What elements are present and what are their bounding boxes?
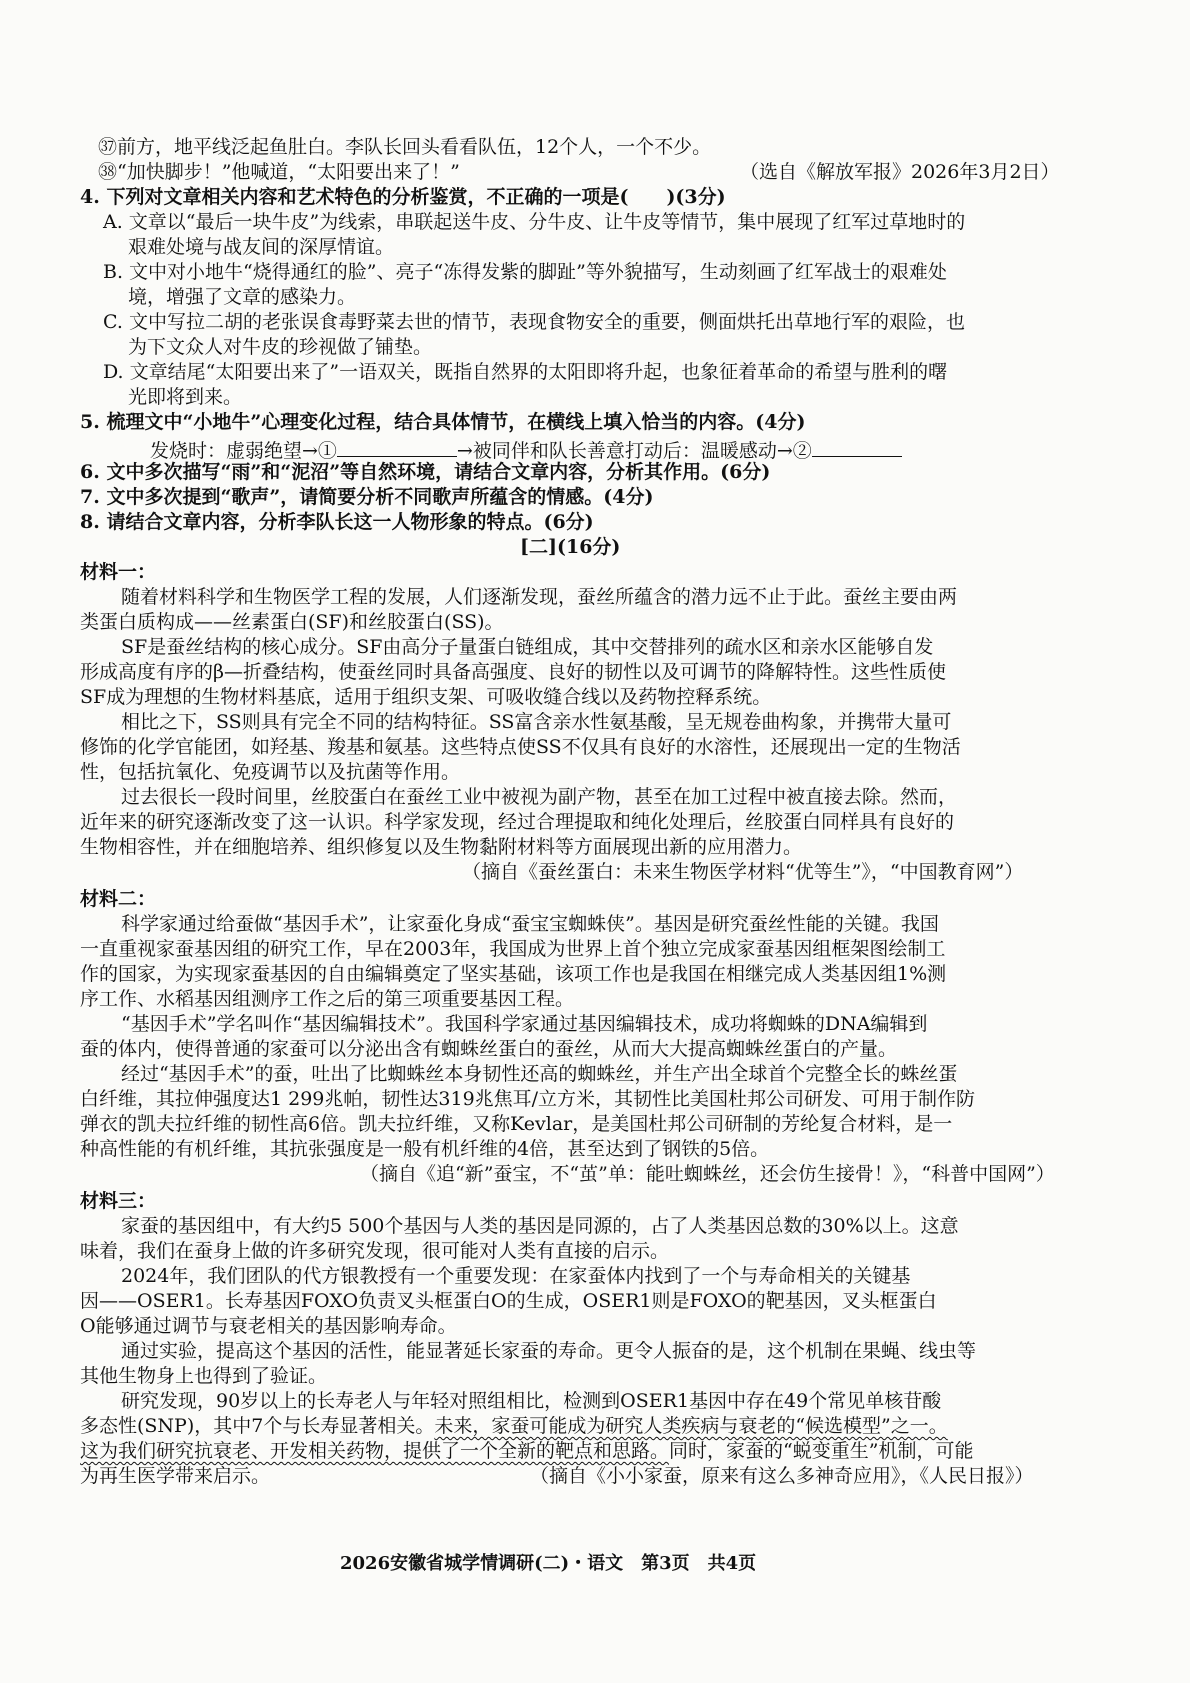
material-3-line: 味着，我们在蚕身上做的许多研究发现，很可能对人类有直接的启示。 [80, 1240, 670, 1262]
q4-option-b-line1: B. 文中对小地牛“烧得通红的脸”、亮子“冻得发紫的脚趾”等外貌描写，生动刻画了红军战士的艰难处 [103, 261, 947, 283]
material-2-source: （摘自《追“新”蚕宝，不“茧”单：能吐蜘蛛丝，还会仿生接骨！》，“科普中国网”） [360, 1163, 1055, 1185]
question-7: 7. 文中多次提到“歌声”，请简要分析不同歌声所蕴含的情感。(4分) [80, 486, 654, 508]
material-2-line: 经过“基因手术”的蚕，吐出了比蜘蛛丝本身韧性还高的蜘蛛丝，并生产出全球首个完整全长的蛛丝蛋 [121, 1063, 958, 1085]
material-2-line: 蚕的体内，使得普通的家蚕可以分泌出含有蜘蛛丝蛋白的蚕丝，从而大大提高蜘蛛丝蛋白的产量。 [80, 1038, 898, 1060]
wavy-underlined-text: 这为我们研究抗衰老、开发相关药物，提供了一个全新的靶点和思路。 [80, 1440, 670, 1462]
material-3-line: 家蚕的基因组中，有大约5 500个基因与人类的基因是同源的，占了人类基因总数的30%以上。这意 [121, 1215, 959, 1237]
material-1-source: （摘自《蚕丝蛋白：未来生物医学材料“优等生”》，“中国教育网”） [462, 861, 1024, 883]
material-3-line: 因——OSER1。长寿基因FOXO负责叉头框蛋白O的生成，OSER1则是FOXO的靶基因，叉头框蛋白 [80, 1290, 937, 1312]
material-1-line: 修饰的化学官能团，如羟基、羧基和氨基。这些特点使SS不仅具有良好的水溶性，还展现出一定的生物活 [80, 736, 961, 758]
material-3-line: 2024年，我们团队的代方银教授有一个重要发现：在家蚕体内找到了一个与寿命相关的关键基 [121, 1265, 911, 1287]
question-5-stem: 5. 梳理文中“小地牛”心理变化过程，结合具体情节，在横线上填入恰当的内容。(4分) [80, 411, 806, 433]
q5-fill-part-a: 发烧时：虚弱绝望→① [150, 440, 337, 462]
material-3-line: O能够通过调节与衰老相关的基因影响寿命。 [80, 1315, 457, 1337]
material-3-text: 多态性(SNP)，其中7个与长寿显著相关。 [80, 1415, 435, 1437]
material-1-line: 类蛋白质构成——丝素蛋白(SF)和丝胶蛋白(SS)。 [80, 611, 504, 633]
story-paragraph-58: ㊳“加快脚步！”他喊道，“太阳要出来了！” [98, 161, 460, 183]
material-2-line: “基因手术”学名叫作“基因编辑技术”。我国科学家通过基因编辑技术，成功将蜘蛛的DNA编辑到 [121, 1013, 928, 1035]
material-3-text: 同时，家蚕的“蜕变重生”机制，可能 [669, 1440, 974, 1462]
material-3-line-with-highlight [80, 1417, 948, 1436]
q5-fill-part-b: →被同伴和队长善意打动后：温暖感动→② [456, 440, 812, 462]
material-1-line: SF成为理想的生物材料基底，适用于组织支架、可吸收缝合线以及药物控释系统。 [80, 686, 772, 708]
material-1-line: SF是蚕丝结构的核心成分。SF由高分子量蛋白链组成，其中交替排列的疏水区和亲水区能够自发 [121, 636, 934, 658]
question-6: 6. 文中多次描写“雨”和“泥沼”等自然环境，请结合文章内容，分析其作用。(6分) [80, 461, 771, 483]
material-2-title: 材料二： [80, 888, 157, 910]
material-2-line: 作的国家，为实现家蚕基因的自由编辑奠定了坚实基础，该项工作也是我国在相继完成人类基因组1%测 [80, 963, 947, 985]
material-3-source: （摘自《小小家蚕，原来有这么多神奇应用》，《人民日报》） [530, 1465, 1034, 1487]
material-2-line: 一直重视家蚕基因组的研究工作，早在2003年，我国成为世界上首个独立完成家蚕基因组框架图绘制工 [80, 938, 946, 960]
material-2-line: 弹衣的凯夫拉纤维的韧性高6倍。凯夫拉纤维，又称Kevlar，是美国杜邦公司研制的芳纶复合材料，是一 [80, 1113, 953, 1135]
material-3-line: 研究发现，90岁以上的长寿老人与年轻对照组相比，检测到OSER1基因中存在49个常见单核苷酸 [121, 1390, 942, 1412]
material-2-line: 白纤维，其拉伸强度达1 299兆帕，韧性达319兆焦耳/立方米，其韧性比美国杜邦公司研发、可用于制作防 [80, 1088, 976, 1110]
answer-blank-1[interactable] [337, 438, 457, 457]
material-3-title: 材料三： [80, 1190, 157, 1212]
q4-option-c-line2: 为下文众人对牛皮的珍视做了铺垫。 [128, 336, 433, 358]
material-2-line: 科学家通过给蚕做“基因手术”，让家蚕化身成“蚕宝宝蜘蛛侠”。基因是研究蚕丝性能的关键。我国 [121, 913, 939, 935]
material-2-line: 序工作、水稻基因组测序工作之后的第三项重要基因工程。 [80, 988, 575, 1010]
material-1-line: 生物相容性，并在细胞培养、组织修复以及生物黏附材料等方面展现出新的应用潜力。 [80, 836, 803, 858]
material-2-line: 种高性能的有机纤维，其抗张强度是一般有机纤维的4倍，甚至达到了钢铁的5倍。 [80, 1138, 770, 1160]
material-1-title: 材料一： [80, 561, 157, 583]
page-footer: 2026安徽省城学情调研(二)・语文 第3页 共4页 [340, 1553, 757, 1574]
q4-option-a-line1: A. 文章以“最后一块牛皮”为线索，串联起送牛皮、分牛皮、让牛皮等情节，集中展现了红军过草地时的 [103, 211, 966, 233]
material-3-line: 其他生物身上也得到了验证。 [80, 1365, 328, 1387]
material-3-line-with-highlight [80, 1442, 973, 1461]
question-8: 8. 请结合文章内容，分析李队长这一人物形象的特点。(6分) [80, 511, 594, 533]
material-1-line: 形成高度有序的β—折叠结构，使蚕丝同时具备高强度、良好的韧性以及可调节的降解特性。这些性质使 [80, 661, 946, 683]
story-source: （选自《解放军报》2026年3月2日） [740, 161, 1060, 183]
material-1-line: 相比之下，SS则具有完全不同的结构特征。SS富含亲水性氨基酸，呈无规卷曲构象，并携带大量可 [121, 711, 952, 733]
material-3-line: 为再生医学带来启示。 [80, 1465, 271, 1487]
material-1-line: 近年来的研究逐渐改变了这一认识。科学家发现，经过合理提取和纯化处理后，丝胶蛋白同样具有良好的 [80, 811, 955, 833]
wavy-underlined-text: 未来，家蚕可能成为研究人类疾病与衰老的“候选模型”之一。 [434, 1415, 948, 1437]
answer-blank-2[interactable] [812, 438, 902, 457]
q4-option-d-line1: D. 文章结尾“太阳要出来了”一语双关，既指自然界的太阳即将升起，也象征着革命的希望与胜利的曙 [103, 361, 948, 383]
story-paragraph-57: ㊲前方，地平线泛起鱼肚白。李队长回头看看队伍，12个人，一个不少。 [98, 136, 712, 158]
material-3-line: 通过实验，提高这个基因的活性，能显著延长家蚕的寿命。更令人振奋的是，这个机制在果蝇、线虫等 [121, 1340, 977, 1362]
material-1-line: 过去很长一段时间里，丝胶蛋白在蚕丝工业中被视为副产物，甚至在加工过程中被直接去除。然而， [121, 786, 958, 808]
q5-fill-line [150, 438, 902, 461]
q4-option-a-line2: 艰难处境与战友间的深厚情谊。 [128, 236, 395, 258]
q4-option-d-line2: 光即将到来。 [128, 386, 243, 408]
material-1-line: 随着材料科学和生物医学工程的发展，人们逐渐发现，蚕丝所蕴含的潜力远不止于此。蚕丝主要由两 [121, 586, 958, 608]
section-2-header: [二](16分) [520, 536, 621, 558]
q4-option-c-line1: C. 文中写拉二胡的老张误食毒野菜去世的情节，表现食物安全的重要，侧面烘托出草地行军的艰险，也 [103, 311, 965, 333]
q4-option-b-line2: 境，增强了文章的感染力。 [128, 286, 357, 308]
material-1-line: 性，包括抗氧化、免疫调节以及抗菌等作用。 [80, 761, 461, 783]
question-4-stem: 4. 下列对文章相关内容和艺术特色的分析鉴赏，不正确的一项是( )(3分) [80, 186, 726, 208]
